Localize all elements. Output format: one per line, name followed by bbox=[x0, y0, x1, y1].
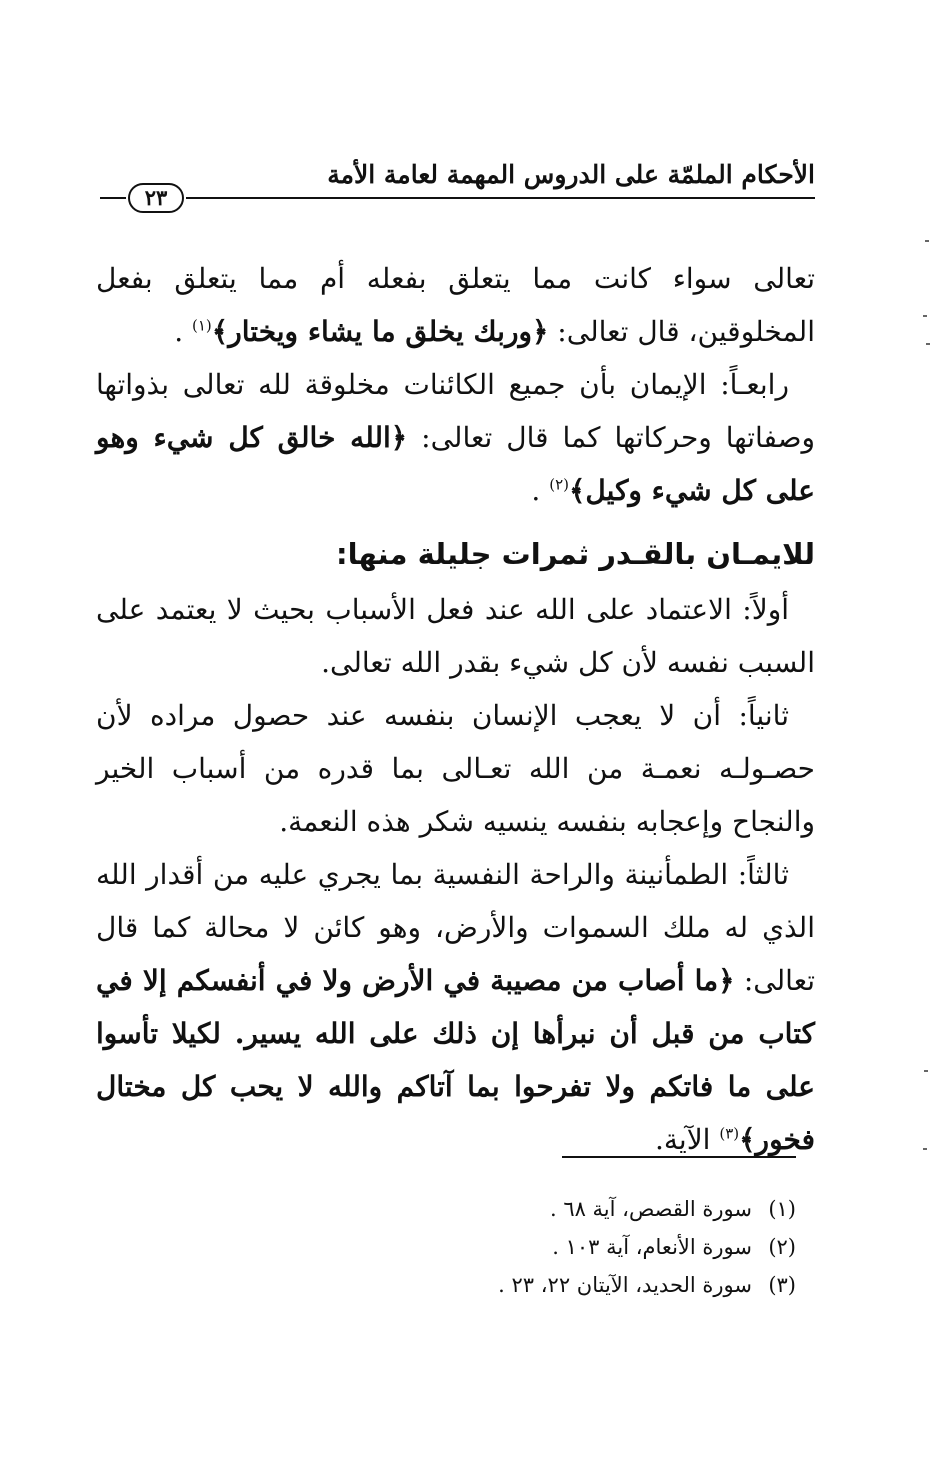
paragraph-1-end: . bbox=[174, 315, 192, 348]
footnote-number: (٢) bbox=[768, 1235, 796, 1259]
scan-speck bbox=[926, 343, 930, 345]
footnote-2 bbox=[300, 1228, 796, 1266]
scan-speck bbox=[925, 240, 929, 242]
scan-speck bbox=[924, 1070, 928, 1072]
paragraph-1 bbox=[96, 252, 815, 358]
paragraph-5 bbox=[96, 848, 815, 1166]
header-rule bbox=[186, 197, 815, 199]
page-number-badge: ٢٣ bbox=[128, 183, 184, 213]
paragraph-3: أولاً: الاعتماد على الله عند فعل الأسباب بحيث لا يعتمد على السبب نفسه لأن كل شيء بقدر الله تعالى. bbox=[96, 593, 815, 679]
section-heading: للايمـان بالقـدر ثمرات جليلة منها: bbox=[336, 537, 815, 571]
paragraph-2 bbox=[96, 358, 815, 517]
quran-quote-1: ﴿وربك يخلق ما يشاء ويختار﴾ bbox=[211, 315, 549, 348]
footnote-text: سورة القصص، آية ٦٨ . bbox=[549, 1197, 752, 1221]
paragraph-2-text: رابعـاً: الإيمان بأن جميع الكائنات مخلوقة لله تعالى بذواتها وصفاتها وحركاتها كما قال تعالى: bbox=[96, 368, 815, 454]
footnote-ref-2: (٢) bbox=[549, 475, 570, 494]
footnote-ref-1: (١) bbox=[192, 316, 212, 335]
paragraph-5-text: ثالثاً: الطمأنينة والراحة النفسية بما يجري عليه من أقدار الله الذي له ملك السموات والأرض، وهو كائن لا محالة كما قال تعالى: bbox=[96, 858, 815, 997]
footnote-ref-3: (٣) bbox=[719, 1124, 740, 1143]
scan-speck bbox=[923, 1148, 927, 1150]
footnote-rule bbox=[562, 1156, 796, 1158]
footnote-number: (٣) bbox=[768, 1273, 796, 1297]
paragraph-5-end: الآية. bbox=[655, 1123, 720, 1156]
footnote-1 bbox=[300, 1190, 796, 1228]
body-text bbox=[96, 252, 815, 1166]
quran-quote-3: ﴿ما أصاب من مصيبة في الأرض ولا في أنفسكم إلا في كتاب من قبل أن نبرأها إن ذلك على الله يسير. لكيلا تأسوا على ما فاتكم ولا تفرحوا بما آتاكم والله لا يحب كل مختال فخور﴾ bbox=[96, 964, 815, 1156]
header-rule-left bbox=[100, 197, 126, 199]
scan-speck bbox=[923, 315, 927, 317]
footnote-text: سورة الحديد، الآيتان ٢٢، ٢٣ . bbox=[498, 1273, 752, 1297]
footnote-number: (١) bbox=[768, 1197, 796, 1221]
running-header-title: الأحكام الملمّة على الدروس المهمة لعامة الأمة bbox=[327, 160, 815, 189]
paragraph-4: ثانياً: أن لا يعجب الإنسان بنفسه عند حصول مراده لأن حصـولـه نعمـة من الله تعـالى بما قدره من أسباب الخير والنجاح وإعجابه بنفسه ينسيه شكر هذه النعمة. bbox=[96, 699, 815, 838]
footnotes bbox=[300, 1190, 796, 1304]
footnote-3 bbox=[300, 1266, 796, 1304]
paragraph-1-text: تعالى سواء كانت مما يتعلق بفعله أم مما يتعلق بفعل المخلوقين، قال تعالى: bbox=[96, 262, 815, 348]
footnote-text: سورة الأنعام، آية ١٠٣ . bbox=[552, 1235, 752, 1259]
quran-quote-2: ﴿الله خالق كل شيء وهو على كل شيء وكيل﴾ bbox=[96, 421, 815, 507]
paragraph-2-end: . bbox=[531, 474, 550, 507]
